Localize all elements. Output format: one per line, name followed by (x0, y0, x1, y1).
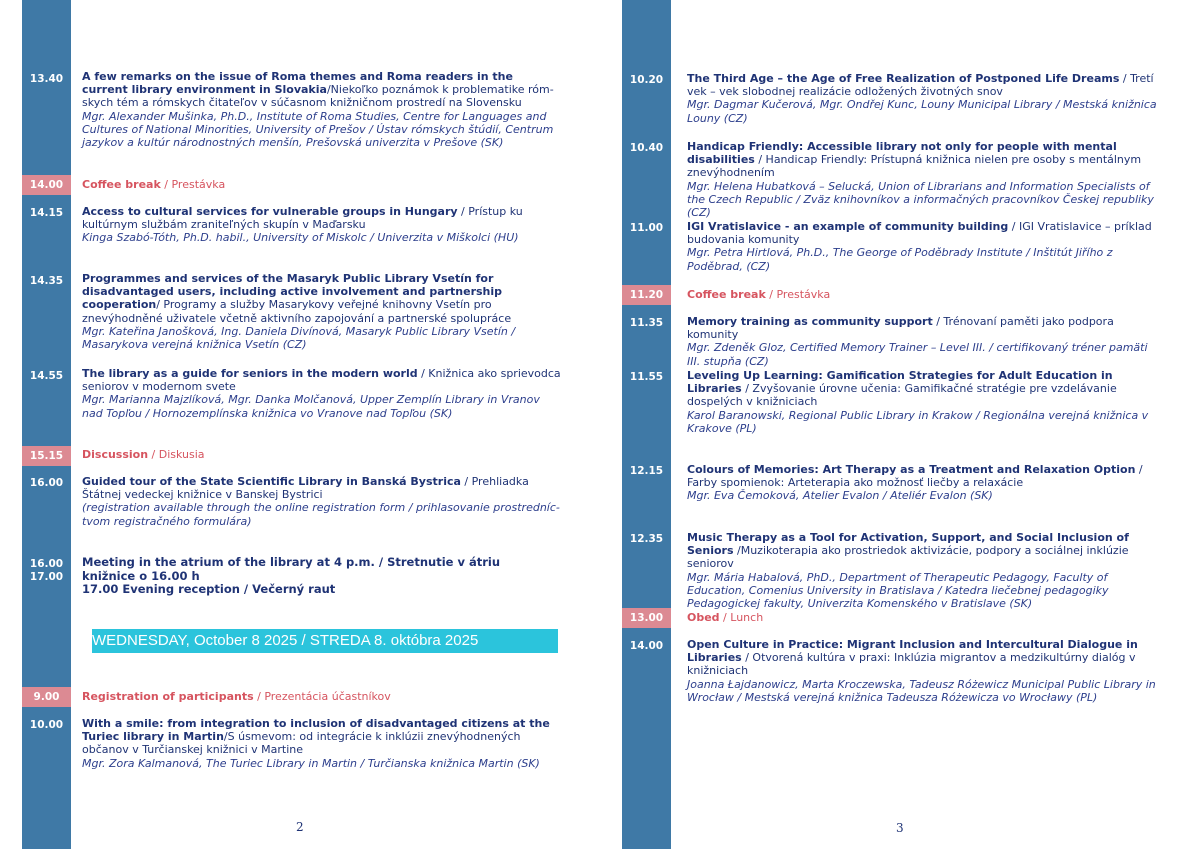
entry-native-title: / Lunch (719, 611, 764, 624)
entry-speakers: Mgr. Helena Hubatková – Selucká, Union of Librarians and Information Specialists of the Czech Republic / Zväz knihovníkov a informačných pracovníkov Českej republiky (CZ) (687, 179, 1154, 220)
entry-title-second: 17.00 Evening reception / Večerný raut (82, 582, 336, 596)
program-entry (82, 475, 562, 528)
time-label: 12.35 (629, 533, 664, 545)
time-label (22, 558, 71, 584)
entry-speakers: Mgr. Petra Hirtlová, Ph.D., The George of Poděbrady Institute / Inštitút Jiřího z Poděbrad, (CZ) (687, 246, 1113, 273)
time-start: 16.00 (29, 558, 64, 570)
entry-title: Music Therapy as a Tool for Activation, Support, and Social Inclusion of Seniors (687, 531, 1129, 558)
entry-title: Registration of participants (82, 690, 254, 703)
time-label: 12.15 (629, 465, 664, 477)
entry-native-title: / Prehliadka Štátnej vedeckej knižnice v Banskej Bystrici (82, 475, 529, 502)
time-label: 14.35 (29, 275, 64, 287)
entry-title: Handicap Friendly: Accessible library not only for people with mental disabilities (687, 140, 1117, 167)
entry-native-title: / Prezentácia účastníkov (253, 690, 391, 703)
program-entry (687, 72, 1162, 125)
entry-title: IGI Vratislavice - an example of community building (687, 220, 1009, 233)
program-entry (82, 205, 562, 245)
entry-title: With a smile: from integration to inclusion of disadvantaged citizens at the Turiec library in Martin (82, 717, 550, 744)
registration-entry (82, 690, 562, 703)
time-label: 10.00 (29, 719, 64, 731)
entry-speakers: Mgr. Alexander Mušinka, Ph.D., Institute of Roma Studies, Centre for Languages and Cultures of National Minorities, University of Prešov / Ústav rómskych štúdií, Centrum jazykov a kultúr národnostných menšín, Prešovská univerzita v Prešove (SK) (82, 109, 554, 150)
entry-title: Programmes and services of the Masaryk Public Library Vsetín for disadvantaged users, including active involvement and partnership cooperation (82, 272, 503, 312)
page-number: 2 (296, 820, 304, 834)
entry-title: Guided tour of the State Scientific Library in Banská Bystrica (82, 475, 461, 488)
time-label: 11.00 (629, 222, 664, 234)
time-label: 10.40 (629, 142, 664, 154)
time-label: 11.20 (622, 285, 671, 305)
entry-title: The library as a guide for seniors in the modern world (82, 367, 418, 380)
lunch-entry (687, 611, 1162, 624)
day-banner: WEDNESDAY, October 8 2025 / STREDA 8. októbra 2025 (92, 629, 558, 653)
break-entry (687, 288, 1162, 301)
entry-native-title: / Knižnica ako sprievodca seniorov v modernom svete (82, 367, 561, 394)
time-label: 16.00 (29, 477, 64, 489)
time-label: 9.00 (22, 687, 71, 707)
entry-native-title: / Diskusia (148, 448, 205, 461)
entry-speakers: Mgr. Eva Čemoková, Atelier Evalon / Ateliér Evalon (SK) (687, 489, 993, 503)
program-entry (687, 531, 1162, 610)
entry-native-title: / Tretí vek – vek slobodnej realizácie odložených životných snov (687, 72, 1154, 99)
break-entry (82, 178, 562, 191)
time-label: 10.20 (629, 74, 664, 86)
entry-native-title: / Farby spomienok: Arteterapia ako možnosť liečby a relaxácie (687, 463, 1143, 490)
entry-speakers: Mgr. Marianna Majzlíková, Mgr. Danka Molčanová, Upper Zemplín Library in Vranov nad Topľou / Hornozemplínska knižnica vo Vranove nad Topľou (SK) (82, 393, 540, 420)
entry-speakers: Mgr. Dagmar Kučerová, Mgr. Ondřej Kunc, Louny Municipal Library / Mestská knižnica Louny (CZ) (687, 98, 1157, 125)
entry-title: Leveling Up Learning: Gamification Strategies for Adult Education in Libraries (687, 369, 1113, 396)
entry-native-title: / Prestávka (765, 288, 831, 301)
entry-title: Coffee break (82, 178, 161, 191)
time-label: 11.55 (629, 371, 664, 383)
entry-speakers: Joanna Łajdanowicz, Marta Kroczewska, Tadeusz Różewicz Municipal Public Library in Wrocław / Mestská verejná knižnica Tadeusza Różewicza vo Wrocławy (PL) (687, 677, 1156, 704)
discussion-entry (82, 448, 562, 461)
program-entry (82, 556, 522, 597)
entry-native-title: /Muzikoterapia ako prostriedok aktivizácie, podpory a sociálnej inklúzie seniorov (687, 544, 1129, 571)
time-end: 17.00 (29, 571, 64, 583)
right-margin-strip (622, 0, 671, 849)
entry-title: Open Culture in Practice: Migrant Inclusion and Intercultural Dialogue in Libraries (687, 638, 1138, 665)
entry-title: Access to cultural services for vulnerable groups in Hungary (82, 205, 458, 218)
program-entry (687, 140, 1162, 219)
entry-title: Discussion (82, 448, 149, 461)
entry-title: Obed (687, 611, 720, 624)
entry-native-title: / Handicap Friendly: Prístupná knižnica nielen pre osoby s mentálnym znevýhodnením (687, 153, 1142, 180)
program-entry (687, 638, 1162, 704)
entry-title: The Third Age – the Age of Free Realization of Postponed Life Dreams (687, 72, 1120, 85)
entry-title: Memory training as community support (687, 315, 933, 328)
entry-native-title: /S úsmevom: od integrácie k inklúzii znevýhodnených občanov v Turčianskej knižnici v Martine (82, 730, 521, 757)
time-label: 11.35 (629, 317, 664, 329)
time-label: 14.00 (22, 175, 71, 195)
entry-native-title: /Niekoľko poznámok k problematike rómskych tém a rómskych čitateľov v súčasnom knižničnom prostredí na Slovensku (82, 83, 554, 110)
entry-title: Meeting in the atrium of the library at 4 p.m. / Stretnutie v átriu knižnice o 16.00 h (82, 555, 501, 583)
page-number: 3 (896, 821, 904, 835)
time-label: 15.15 (22, 446, 71, 466)
program-entry (687, 220, 1162, 273)
program-entry (82, 367, 562, 420)
entry-speakers: Mgr. Kateřina Janošková, Ing. Daniela Divínová, Masaryk Public Library Vsetín / Masarykova verejná knižnica Vsetín (CZ) (82, 324, 516, 352)
entry-speakers: Mgr. Zdeněk Gloz, Certified Memory Trainer – Level III. / certifikovaný tréner pamäti III. stupňa (CZ) (687, 341, 1148, 368)
entry-native-title: / Programy a služby Masarykovy veřejné knihovny Vsetín pro znevýhodněné uživatele včetně aktivního zapojování a partnerské spolupráce (82, 298, 512, 325)
program-entry (82, 272, 562, 351)
program-entry (687, 315, 1162, 368)
entry-speakers: Kinga Szabó-Tóth, Ph.D. habil., University of Miskolc / Univerzita v Miškolci (HU) (82, 231, 519, 245)
entry-native-title: / Zvyšovanie úrovne učenia: Gamifikačné stratégie pre vzdelávanie dospelých v knižniciach (687, 382, 1117, 409)
entry-title: A few remarks on the issue of Roma themes and Roma readers in the current library environment in Slovakia (82, 70, 513, 97)
entry-speakers: Karol Baranowski, Regional Public Library in Krakow / Regionálna verejná knižnica v Krakove (PL) (687, 408, 1149, 435)
entry-title: Colours of Memories: Art Therapy as a Treatment and Relaxation Option (687, 463, 1136, 476)
program-entry (687, 463, 1162, 503)
time-label: 14.15 (29, 207, 64, 219)
entry-native-title: / Otvorená kultúra v praxi: Inklúzia migrantov a medzikultúrny dialóg v knižniciach (687, 651, 1136, 678)
entry-speakers: (registration available through the online registration form / prihlasovanie prostredníctvom registračného formulára) (82, 501, 560, 528)
program-entry (82, 717, 562, 770)
entry-native-title: / Prestávka (160, 178, 226, 191)
program-entry (687, 369, 1162, 435)
time-label: 14.55 (29, 370, 64, 382)
entry-title: Coffee break (687, 288, 766, 301)
time-label: 13.40 (29, 73, 64, 85)
time-label: 13.00 (622, 608, 671, 628)
entry-native-title: / IGI Vratislavice – príklad budovania komunity (687, 220, 1152, 247)
entry-native-title: / Prístup ku kultúrnym službám zraniteľných skupín v Maďarsku (82, 205, 523, 232)
entry-native-title: / Trénovaní paměti jako podpora komunity (687, 315, 1114, 342)
entry-speakers: Mgr. Mária Habalová, PhD., Department of Therapeutic Pedagogy, Faculty of Education, Comenius University in Bratislava / Katedra liečebnej pedagogiky Pedagogickej fakulty, Univerzita Komenského v Bratislave (SK) (687, 570, 1109, 611)
time-label: 14.00 (629, 640, 664, 652)
program-entry (82, 70, 562, 149)
entry-speakers: Mgr. Zora Kalmanová, The Turiec Library in Martin / Turčianska knižnica Martin (SK) (82, 756, 540, 770)
